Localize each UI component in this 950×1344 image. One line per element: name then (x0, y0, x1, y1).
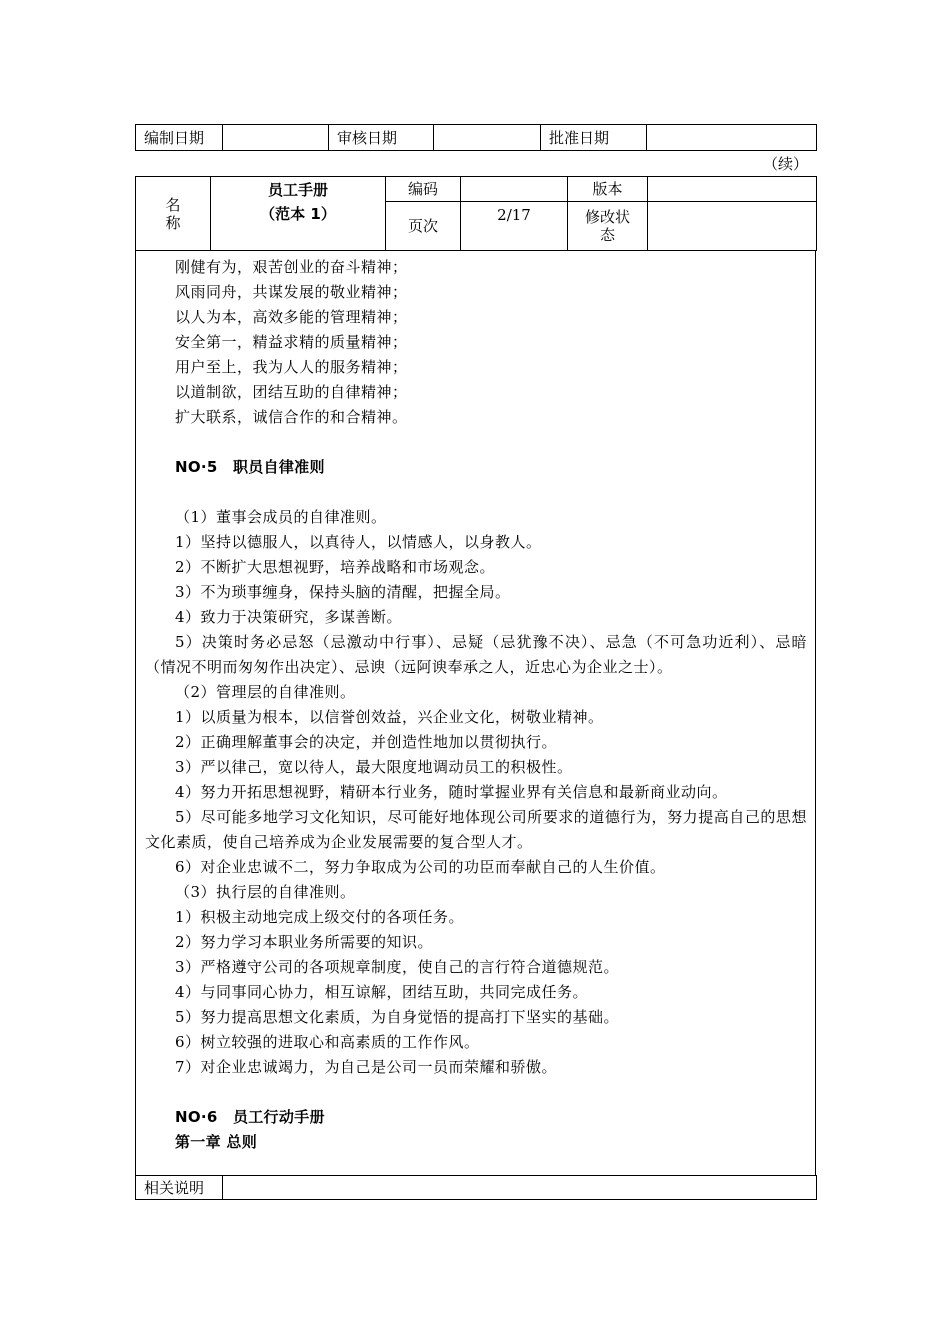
body-paragraph: 5）努力提高思想文化素质，为自身觉悟的提高打下坚实的基础。 (175, 1008, 620, 1026)
name-label (136, 177, 211, 251)
section-heading: NO·5 职员自律准则 (175, 458, 325, 476)
compile-date-value[interactable] (223, 125, 329, 151)
code-value[interactable] (461, 177, 568, 202)
body-paragraph: 2）正确理解董事会的决定，并创造性地加以贯彻执行。 (175, 733, 558, 751)
footer-table (135, 1175, 817, 1200)
body-paragraph: 2）努力学习本职业务所需要的知识。 (175, 933, 434, 951)
continued-mark: （续） (762, 155, 808, 173)
document-body (135, 251, 816, 1175)
body-paragraph: （2）管理层的自律准则。 (175, 683, 356, 701)
body-paragraph: 5）决策时务必忌怒（忌激动中行事）、忌疑（忌犹豫不决）、忌急（不可急功近利）、忌暗（情况不明而匆匆作出决定）、忌谀（远阿谀奉承之人，近忠心为企业之士）。 (145, 633, 807, 676)
name-label-line2: 称 (165, 213, 181, 232)
notes-label: 相关说明 (136, 1176, 223, 1200)
document-title (211, 177, 386, 251)
version-value[interactable] (648, 177, 817, 202)
compile-date-label: 编制日期 (136, 125, 223, 151)
body-paragraph: 以人为本，高效多能的管理精神； (175, 308, 408, 326)
review-date-value[interactable] (434, 125, 541, 151)
body-paragraph: 用户至上，我为人人的服务精神； (175, 358, 408, 376)
body-paragraph: 4）努力开拓思想视野，精研本行业务，随时掌握业界有关信息和最新商业动向。 (175, 783, 728, 801)
body-paragraph: 3）严格遵守公司的各项规章制度，使自己的言行符合道德规范。 (175, 958, 620, 976)
body-paragraph: 4）与同事同心协力，相互谅解，团结互助，共同完成任务。 (175, 983, 589, 1001)
body-paragraph: 安全第一，精益求精的质量精神； (175, 333, 408, 351)
body-paragraph: 3）不为琐事缠身，保持头脑的清醒，把握全局。 (175, 583, 511, 601)
body-paragraph: （1）董事会成员的自律准则。 (175, 508, 387, 526)
body-paragraph: 1）以质量为根本，以信誉创效益，兴企业文化，树敬业精神。 (175, 708, 604, 726)
version-label: 版本 (568, 177, 648, 202)
blank-line (145, 430, 807, 455)
body-paragraph: 1）坚持以德服人，以真待人，以情感人，以身教人。 (175, 533, 542, 551)
section-heading: NO·6 员工行动手册 (175, 1108, 325, 1126)
notes-value[interactable] (223, 1176, 817, 1200)
body-paragraph: 4）致力于决策研究，多谋善断。 (175, 608, 403, 626)
body-paragraph: 扩大联系，诚信合作的和合精神。 (175, 408, 408, 426)
body-paragraph: 风雨同舟，共谋发展的敬业精神； (175, 283, 408, 301)
revision-value[interactable] (648, 202, 817, 251)
body-paragraph: （3）执行层的自律准则。 (175, 883, 356, 901)
revision-label (568, 202, 648, 251)
body-text (136, 251, 815, 1155)
body-paragraph: 3）严以律己，宽以待人，最大限度地调动员工的积极性。 (175, 758, 573, 776)
section-heading: 第一章 总则 (175, 1133, 258, 1151)
page-value: 2/17 (461, 202, 568, 251)
code-label: 编码 (386, 177, 461, 202)
body-paragraph: 以道制欲，团结互助的自律精神； (175, 383, 408, 401)
revision-label-line1: 修改状 (584, 208, 630, 226)
body-paragraph: 2）不断扩大思想视野，培养战略和市场观念。 (175, 558, 496, 576)
body-paragraph: 6）对企业忠诚不二，努力争取成为公司的功臣而奉献自己的人生价值。 (175, 858, 666, 876)
blank-line (145, 1080, 807, 1105)
approve-date-label: 批准日期 (541, 125, 647, 151)
revision-label-line2: 态 (599, 226, 615, 244)
body-paragraph: 1）积极主动地完成上级交付的各项任务。 (175, 908, 465, 926)
name-label-line1: 名 (165, 195, 181, 214)
approval-table (135, 124, 817, 151)
blank-line (145, 480, 807, 505)
page-label: 页次 (386, 202, 461, 251)
title-line1: 员工手册 (267, 181, 328, 199)
body-paragraph: 7）对企业忠诚竭力，为自己是公司一员而荣耀和骄傲。 (175, 1058, 558, 1076)
review-date-label: 审核日期 (329, 125, 434, 151)
title-line2: （范本 1） (260, 205, 336, 223)
body-paragraph: 6）树立较强的进取心和高素质的工作作风。 (175, 1033, 480, 1051)
body-paragraph: 5）尽可能多地学习文化知识，尽可能好地体现公司所要求的道德行为，努力提高自己的思想文化素质，使自己培养成为企业发展需要的复合型人才。 (145, 808, 807, 851)
approve-date-value[interactable] (647, 125, 817, 151)
document-header-table (135, 176, 817, 251)
body-paragraph: 刚健有为，艰苦创业的奋斗精神； (175, 258, 408, 276)
